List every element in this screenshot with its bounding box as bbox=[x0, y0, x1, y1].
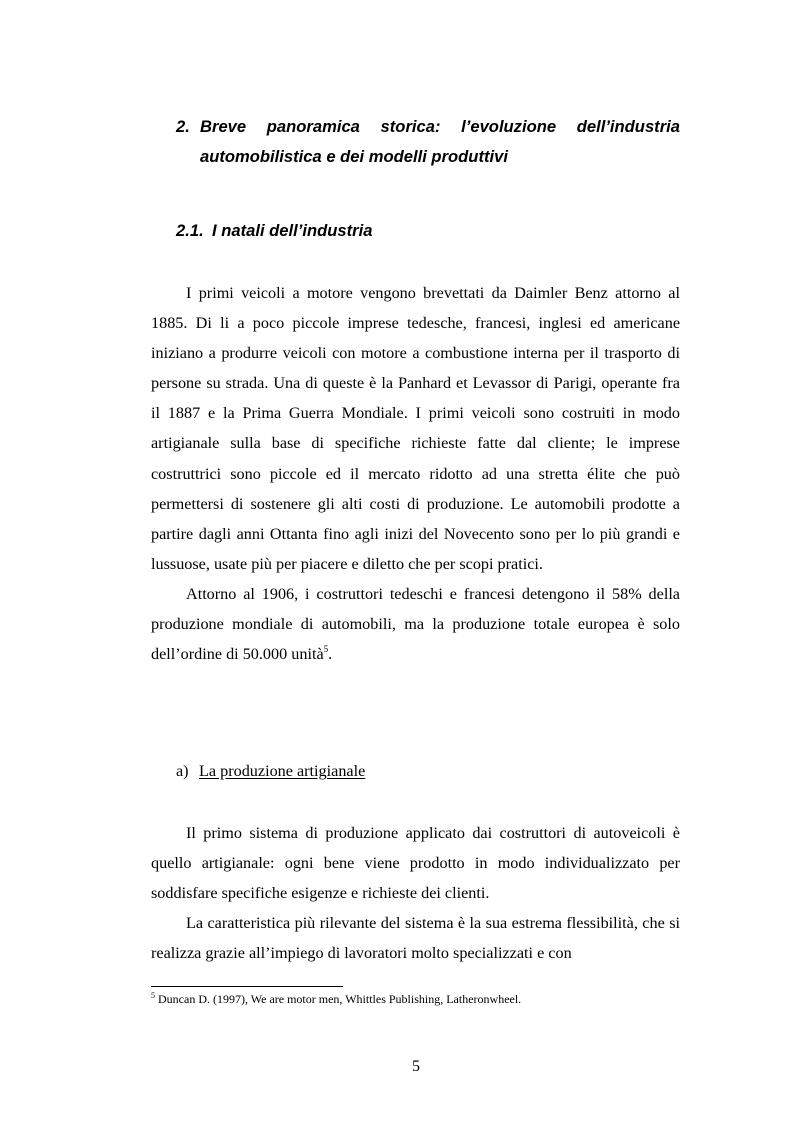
chapter-number: 2. bbox=[176, 117, 190, 136]
paragraph: La caratteristica più rilevante del sistema è la sua estrema flessibilità, che si realizza grazie all’impiego di lavoratori molto specializzati e con bbox=[151, 914, 680, 963]
paragraph: Il primo sistema di produzione applicato dai costruttori di autoveicoli è quello artigianale: ogni bene viene prodotto in modo individualizzato per soddisfare specifiche esigenze e richieste dei clienti. bbox=[151, 824, 680, 903]
paragraph bbox=[151, 579, 680, 669]
subsection-heading bbox=[176, 759, 365, 783]
body-text-block-1 bbox=[151, 278, 680, 669]
footnote-number: 5 bbox=[151, 991, 155, 1000]
body-text-block-2 bbox=[151, 818, 680, 968]
subsection-letter: a) bbox=[176, 762, 189, 780]
footnote-reference: 5 bbox=[323, 644, 329, 655]
paragraph: I primi veicoli a motore vengono brevettati da Daimler Benz attorno al 1885. Di li a poco piccole imprese tedesche, francesi, inglesi ed americane iniziano a produrre veicoli con motore a combustione interna per il trasporto di persone su strada. Una di queste è la Panhard et Levassor di Parigi, operante fra il 1887 e la Prima Guerra Mondiale. I primi veicoli sono costruiti in modo artigianale sulla base di specifiche richieste fatte dal cliente; le imprese costruttrici sono piccole ed il mercato ridotto ad una stretta élite che può permettersi di sostenere gli alti costi di produzione. Le automobili prodotte a partire dagli anni Ottanta fino agli inizi del Novecento sono per lo più grandi e lussuose, usate più per piacere e diletto che per scopi pratici. bbox=[151, 284, 680, 573]
subsection-title: La produzione artigianale bbox=[199, 762, 366, 780]
section-title: I natali dell’industria bbox=[212, 221, 373, 240]
paragraph-end: . bbox=[328, 645, 333, 664]
footnote-text: Duncan D. (1997), We are motor men, Whittles Publishing, Latheronwheel. bbox=[158, 992, 522, 1006]
chapter-title: Breve panoramica storica: l’evoluzione dell’industria automobilistica e dei modelli produttivi bbox=[200, 117, 680, 166]
footnote bbox=[151, 990, 680, 1008]
footnote-divider bbox=[151, 986, 343, 987]
paragraph-text: Attorno al 1906, i costruttori tedeschi e francesi detengono il 58% della produzione mondiale di automobili, ma la produzione totale europea è solo dell’ordine di 50.000 unità bbox=[151, 584, 680, 664]
section-number: 2.1. bbox=[176, 221, 204, 240]
chapter-heading bbox=[176, 112, 680, 172]
section-heading bbox=[176, 219, 680, 243]
page-number: 5 bbox=[412, 1058, 420, 1075]
